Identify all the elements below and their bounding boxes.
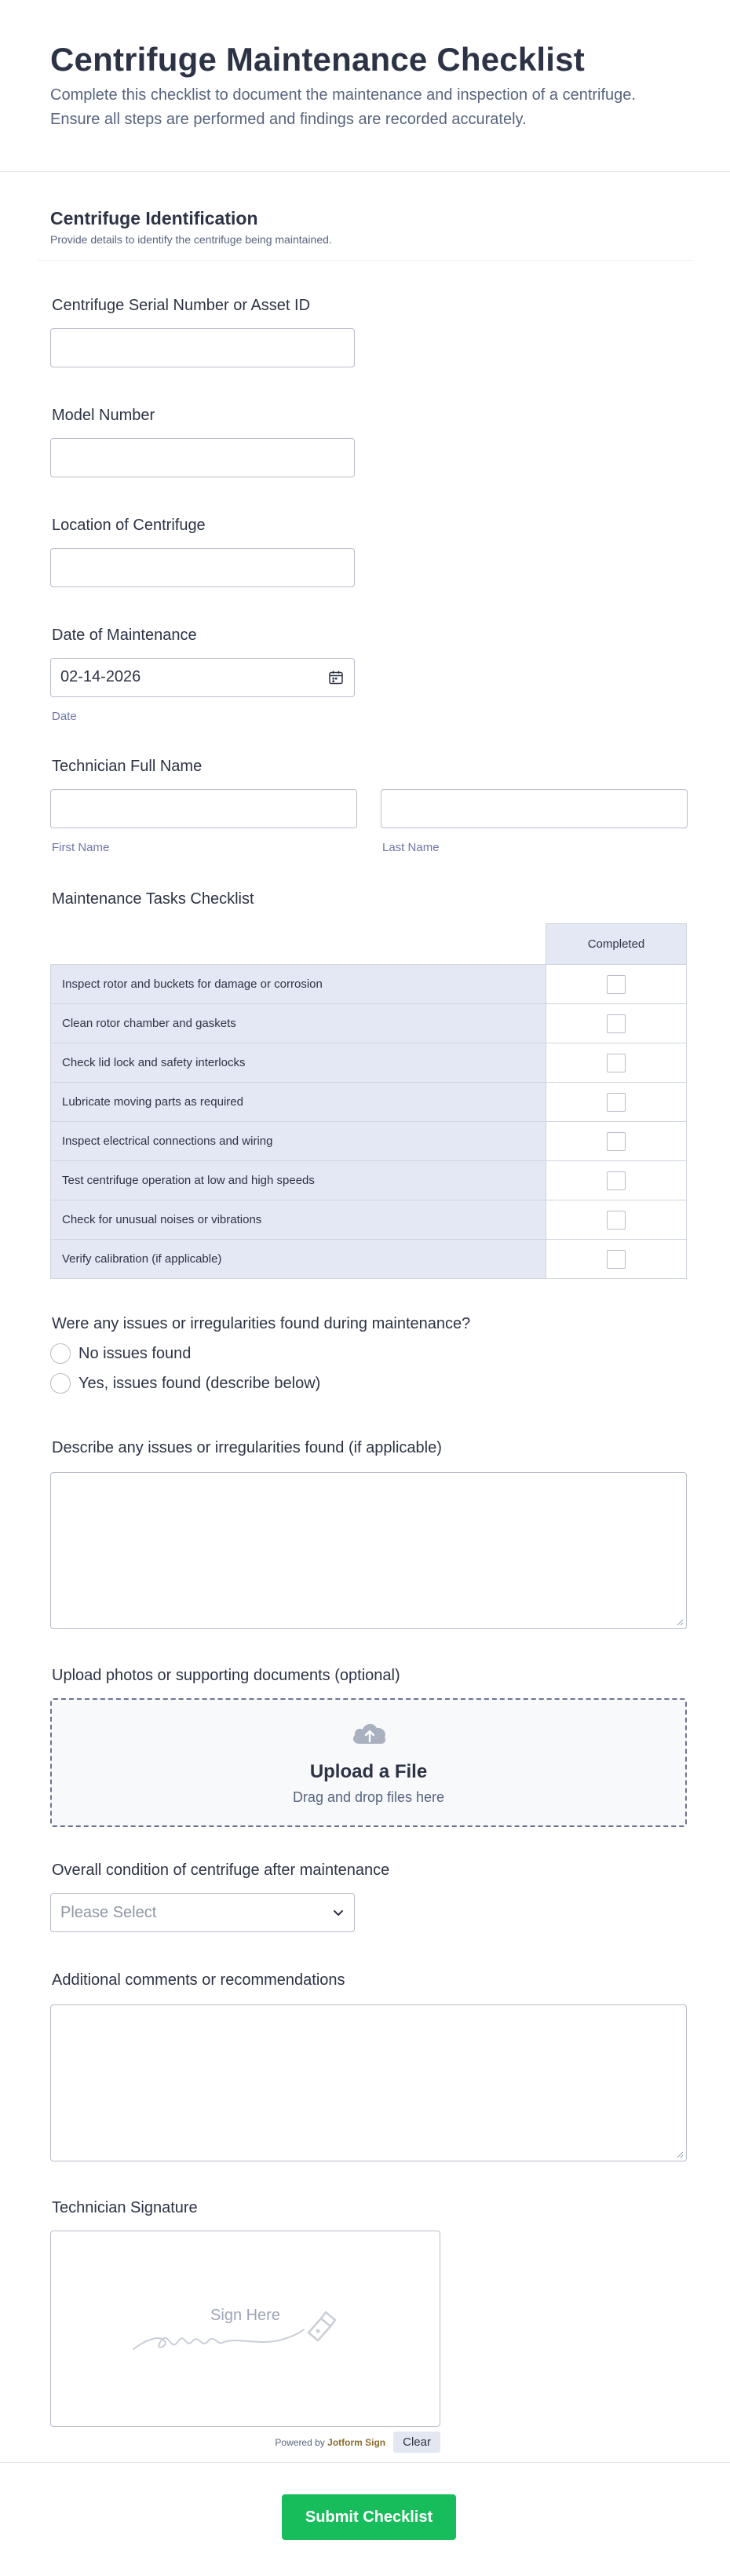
matrix-row-label: Test centrifuge operation at low and high speeds [51,1161,546,1200]
task-checkbox[interactable] [607,975,626,994]
task-checkbox[interactable] [607,1054,626,1072]
date-sublabel: Date [52,710,77,723]
upload-label: Upload photos or supporting documents (optional) [52,1667,400,1684]
matrix-corner [51,924,546,965]
signature-pad[interactable] [50,2231,440,2427]
matrix-cell [546,1004,687,1043]
matrix-row-label: Verify calibration (if applicable) [51,1240,546,1279]
task-checkbox[interactable] [607,1093,626,1112]
condition-select[interactable] [50,1893,355,1932]
first-name-col [50,789,357,854]
page-description: Complete this checklist to document the maintenance and inspection of a centrifuge. Ensure all steps are performed and findings are recorded accurately. [50,86,636,128]
serial-label: Centrifuge Serial Number or Asset ID [52,297,311,314]
calendar-icon[interactable] [327,669,345,686]
name-row [50,789,680,854]
submit-button[interactable]: Submit Checklist [282,2494,456,2540]
resize-grip-icon[interactable] [676,1618,684,1626]
condition-field [0,1860,730,1932]
matrix-row-label: Inspect rotor and buckets for damage or corrosion [51,965,546,1004]
matrix-header-row [51,924,687,965]
task-checkbox[interactable] [607,1132,626,1151]
matrix-row [51,965,687,1004]
describe-field [0,1438,730,1629]
form-header [0,0,730,172]
radio-label: No issues found [78,1344,192,1362]
matrix-row [51,1240,687,1279]
select-placeholder: Please Select [60,1904,157,1921]
chevron-down-icon [332,1906,345,1919]
date-label: Date of Maintenance [52,627,197,644]
matrix-row-label: Check lid lock and safety interlocks [51,1043,546,1083]
model-input[interactable] [50,438,355,477]
radio-circle[interactable] [50,1373,71,1394]
upload-subtitle: Drag and drop files here [292,1789,445,1805]
matrix-cell [546,1161,687,1200]
first-name-input[interactable] [50,789,357,828]
matrix-row [51,1083,687,1122]
task-checkbox[interactable] [607,1211,626,1230]
matrix-cell [546,1240,687,1279]
location-field [0,515,730,587]
cloud-upload-icon [350,1719,389,1747]
matrix-column-header: Completed [546,924,687,965]
signature-hint: Sign Here [210,2307,280,2324]
matrix-row [51,1122,687,1161]
matrix-row [51,1004,687,1043]
serial-input[interactable] [50,328,355,367]
matrix-row-label: Inspect electrical connections and wiring [51,1122,546,1161]
powered-by [275,2437,385,2448]
upload-title: Upload a File [309,1761,428,1782]
last-name-input[interactable] [381,789,688,828]
checklist-field [0,889,730,909]
location-label: Location of Centrifuge [52,517,206,534]
comments-label: Additional comments or recommendations [52,1971,345,1989]
form-footer [0,2462,730,2576]
matrix-cell [546,1122,687,1161]
issues-field [0,1314,730,1394]
section-subtitle: Provide details to identify the centrifuge being maintained. [50,233,332,246]
task-checkbox[interactable] [607,1014,626,1033]
page-title: Centrifuge Maintenance Checklist [50,41,585,78]
matrix-cell [546,1043,687,1083]
clear-signature-button[interactable]: Clear [393,2432,440,2453]
checklist-matrix [50,923,687,1279]
file-dropzone[interactable] [50,1698,687,1827]
matrix-row-label: Lubricate moving parts as required [51,1083,546,1122]
date-value: 02-14-2026 [60,668,141,685]
location-input[interactable] [50,548,355,587]
upload-field [0,1665,730,1827]
describe-label: Describe any issues or irregularities found (if applicable) [52,1439,442,1456]
first-name-sublabel: First Name [52,841,110,854]
powered-brand: Jotform Sign [327,2436,386,2448]
technician-label: Technician Full Name [52,758,203,775]
matrix-cell [546,1200,687,1240]
condition-label: Overall condition of centrifuge after maintenance [52,1862,390,1879]
signature-field [0,2198,730,2453]
radio-circle[interactable] [50,1343,71,1364]
radio-yes-issues[interactable] [50,1373,680,1394]
comments-textarea[interactable] [50,2004,687,2161]
comments-field [0,1970,730,2161]
model-field [0,405,730,477]
model-label: Model Number [52,407,155,424]
date-input[interactable] [50,658,355,697]
matrix-row [51,1161,687,1200]
radio-no-issues[interactable] [50,1343,680,1364]
signature-footer [50,2432,440,2453]
matrix-cell [546,1083,687,1122]
matrix-row-label: Clean rotor chamber and gaskets [51,1004,546,1043]
matrix-row [51,1200,687,1240]
task-checkbox[interactable] [607,1250,626,1269]
technician-field [0,756,730,854]
date-field [0,625,730,723]
radio-label: Yes, issues found (describe below) [78,1374,321,1392]
resize-grip-icon[interactable] [676,2150,684,2158]
last-name-sublabel: Last Name [382,841,440,854]
checklist-label: Maintenance Tasks Checklist [52,890,254,908]
powered-prefix: Powered by [275,2436,325,2448]
describe-textarea[interactable] [50,1472,687,1629]
task-checkbox[interactable] [607,1171,626,1190]
section-title: Centrifuge Identification [50,208,258,228]
matrix-cell [546,965,687,1004]
serial-field [0,295,730,367]
issues-label: Were any issues or irregularities found during maintenance? [52,1315,471,1332]
signature-label: Technician Signature [52,2199,198,2216]
matrix-row [51,1043,687,1083]
section-header [38,172,692,261]
last-name-col [381,789,688,854]
matrix-row-label: Check for unusual noises or vibrations [51,1200,546,1240]
